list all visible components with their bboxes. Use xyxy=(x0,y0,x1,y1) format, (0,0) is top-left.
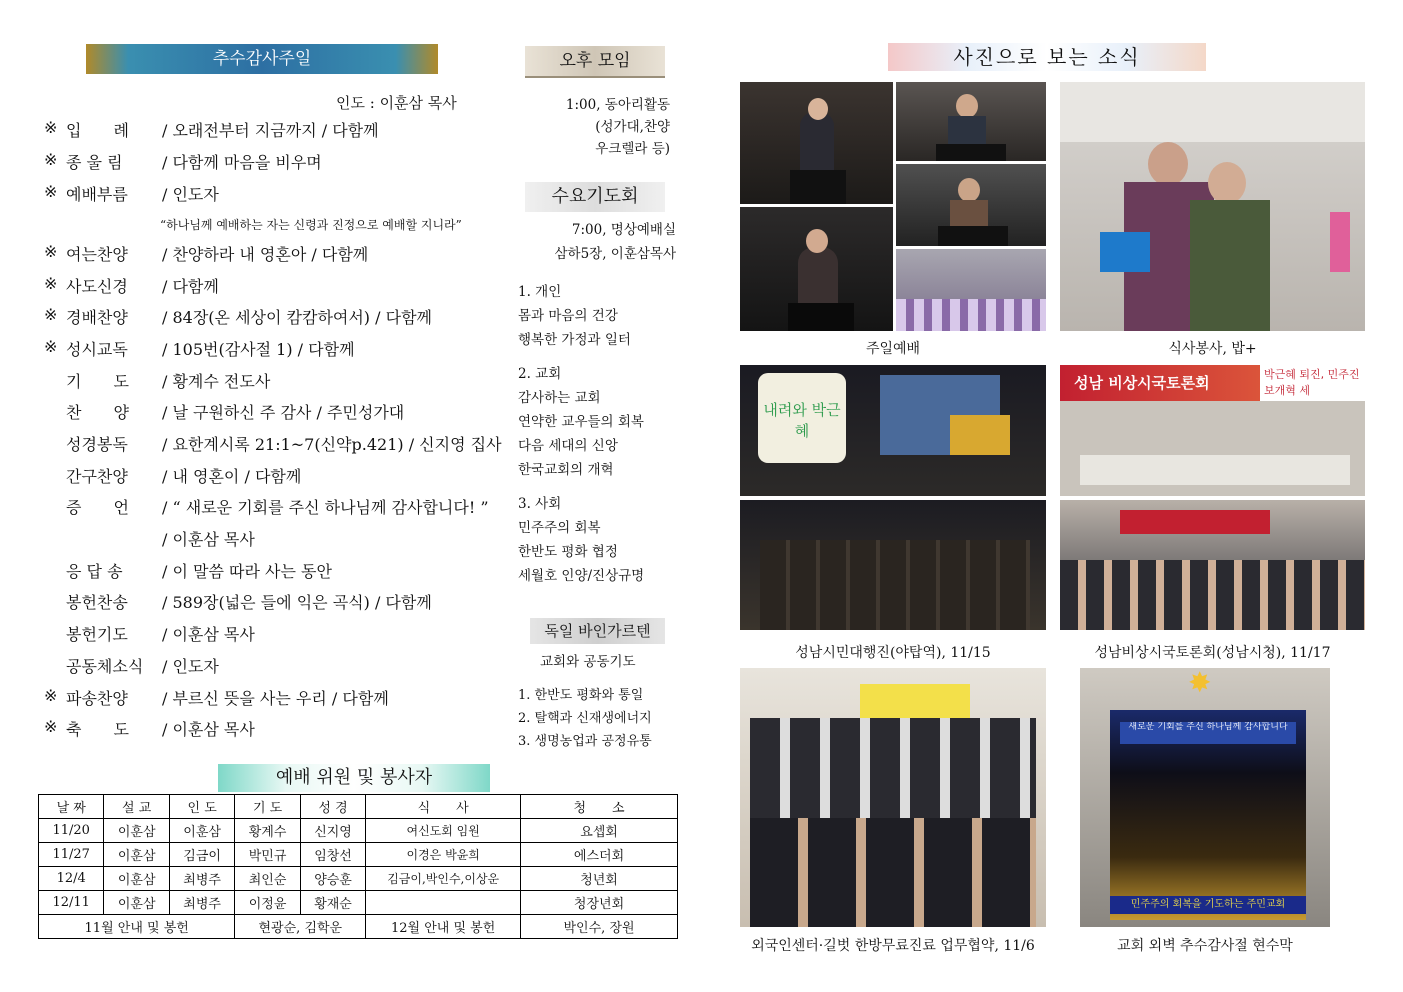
table-cell: 여신도회 임원 xyxy=(366,819,521,843)
table-cell: 12/11 xyxy=(39,891,104,915)
staff-table xyxy=(38,794,678,939)
service-title: 추수감사주일 xyxy=(212,49,312,69)
table-cell: 황재순 xyxy=(300,891,365,915)
table-cell: 청년회 xyxy=(521,867,678,891)
table-row xyxy=(39,843,678,867)
afternoon-title: 오후 모임 xyxy=(559,51,631,71)
forum-photo-2 xyxy=(1060,500,1365,630)
header-cell: 성 경 xyxy=(300,795,365,819)
germany-banner xyxy=(530,618,665,644)
verse-quote: “하나님께 예배하는 자는 신령과 진정으로 예배할 지니라” xyxy=(160,218,462,232)
list-item: 연약한 교우들의 회복 xyxy=(518,414,644,430)
afternoon-info xyxy=(560,94,670,160)
list-item: 한국교회의 개혁 xyxy=(518,462,614,478)
germany-list xyxy=(518,684,652,753)
list-item: 몸과 마음의 건강 xyxy=(518,308,618,324)
photo-banner xyxy=(888,43,1206,71)
afternoon-banner xyxy=(525,46,665,78)
table-cell: 이경은 박윤희 xyxy=(366,843,521,867)
order-name: 찬 양 xyxy=(66,403,129,422)
order-value: / 날 구원하신 주 감사 / 주민성가대 xyxy=(162,403,405,422)
order-value: / 황계수 전도사 xyxy=(162,372,271,391)
forum-sign: 성남 비상시국토론회 xyxy=(1074,374,1210,392)
table-cell: 이훈삼 xyxy=(169,819,234,843)
topic-group xyxy=(518,362,644,482)
list-item: 3. 생명농업과 공정유통 xyxy=(518,734,652,749)
banner-bottom-text: 민주주의 회복을 기도하는 주민교회 xyxy=(1110,896,1306,914)
order-value: / 요한계시록 21:1~7(신약p.421) / 신지영 집사 xyxy=(162,435,502,454)
footer-cell: 현광순, 김학운 xyxy=(235,915,366,939)
header-cell: 인 도 xyxy=(169,795,234,819)
forum-side-sign: 박근혜 퇴진, 민주진보개혁 세 xyxy=(1260,365,1365,401)
afternoon-line: 1:00, 동아리활동 xyxy=(565,97,670,113)
table-header-row xyxy=(39,795,678,819)
table-row xyxy=(39,891,678,915)
prayer-topics xyxy=(518,280,644,598)
caption-sunday: 주일예배 xyxy=(865,341,921,357)
order-value: / 이훈삼 목사 xyxy=(162,625,255,644)
list-item: 2. 탈핵과 신재생에너지 xyxy=(518,711,652,726)
order-name: 예배부름 xyxy=(66,185,128,204)
germany-subtitle: 교회와 공동기도 xyxy=(540,654,636,670)
order-mark: ※ xyxy=(44,150,58,169)
table-cell: 요셉회 xyxy=(521,819,678,843)
header-cell: 날 짜 xyxy=(39,795,104,819)
staff-title: 예배 위원 및 봉사자 xyxy=(275,767,433,788)
topic-heading: 2. 교회 xyxy=(518,366,562,382)
header-cell: 식 사 xyxy=(366,795,521,819)
order-value: / 이 말씀 따라 사는 동안 xyxy=(162,562,332,581)
order-name: 응 답 송 xyxy=(66,562,123,581)
forum-photo-1 xyxy=(1060,365,1365,496)
order-value: / 부르신 뜻을 사는 우리 / 다함께 xyxy=(162,689,389,708)
leader-text: 인도 : 이훈삼 목사 xyxy=(336,94,457,112)
wednesday-line: 7:00, 명상예배실 xyxy=(571,222,676,238)
order-name: 기 도 xyxy=(66,372,129,391)
order-name: 간구찬양 xyxy=(66,467,128,486)
order-name: 파송찬양 xyxy=(66,689,128,708)
title-banner xyxy=(86,44,438,74)
afternoon-line: (성가대,찬양 xyxy=(595,119,670,135)
order-value: / 589장(넓은 들에 익은 곡식) / 다함께 xyxy=(162,593,432,612)
header-cell: 기 도 xyxy=(235,795,300,819)
order-name: 경배찬양 xyxy=(66,308,128,327)
table-cell: 이훈삼 xyxy=(104,891,169,915)
order-value: / 찬양하라 내 영혼아 / 다함께 xyxy=(162,245,369,264)
table-cell: 최병주 xyxy=(169,867,234,891)
footer-cell: 12월 안내 및 봉헌 xyxy=(366,915,521,939)
table-cell: 김금이 xyxy=(169,843,234,867)
table-cell: 이정윤 xyxy=(235,891,300,915)
order-value: / 다함께 xyxy=(162,277,219,296)
table-cell: 신지영 xyxy=(300,819,365,843)
list-item: 1. 한반도 평화와 통일 xyxy=(518,688,644,703)
caption-church-banner: 교회 외벽 추수감사절 현수막 xyxy=(1117,938,1293,954)
caption-mou: 외국인센터·길벗 한방무료진료 업무협약, 11/6 xyxy=(751,938,1035,954)
sunday-photo-4 xyxy=(896,164,1046,246)
wednesday-title: 수요기도회 xyxy=(551,186,639,207)
sunday-photo-2 xyxy=(740,207,893,331)
table-row xyxy=(39,867,678,891)
table-cell: 임창선 xyxy=(300,843,365,867)
order-value: / 내 영혼이 / 다함께 xyxy=(162,467,302,486)
header-cell: 설 교 xyxy=(104,795,169,819)
order-name: 성시교독 xyxy=(66,340,128,359)
order-value: / “ 새로운 기회를 주신 하나님께 감사합니다! ” xyxy=(162,498,489,517)
order-mark: ※ xyxy=(44,305,58,324)
order-value: / 인도자 xyxy=(162,657,219,676)
order-mark: ※ xyxy=(44,717,58,736)
footer-cell: 박인수, 장원 xyxy=(521,915,678,939)
wednesday-line: 삼하5장, 이훈삼목사 xyxy=(554,246,676,262)
wednesday-banner xyxy=(525,182,665,212)
order-value: / 오래전부터 지금까지 / 다함께 xyxy=(162,121,379,140)
topic-heading: 1. 개인 xyxy=(518,284,562,300)
order-name: 성경봉독 xyxy=(66,435,128,454)
table-cell: 12/4 xyxy=(39,867,104,891)
order-value: / 84장(온 세상이 캄캄하여서) / 다함께 xyxy=(162,308,432,327)
order-mark: ※ xyxy=(44,274,58,293)
list-item: 한반도 평화 협정 xyxy=(518,544,618,560)
table-cell xyxy=(366,891,521,915)
order-value: / 다함께 마음을 비우며 xyxy=(162,153,322,172)
order-mark: ※ xyxy=(44,686,58,705)
church-banner-photo xyxy=(1080,668,1330,927)
order-name: 종 울 림 xyxy=(66,153,123,172)
header-cell: 청 소 xyxy=(521,795,678,819)
order-name: 축 도 xyxy=(66,720,129,739)
table-cell: 이훈삼 xyxy=(104,819,169,843)
order-name: 봉헌기도 xyxy=(66,625,128,644)
topic-group xyxy=(518,492,644,588)
order-name: 봉헌찬송 xyxy=(66,593,128,612)
table-cell: 이훈삼 xyxy=(104,843,169,867)
order-value: / 이훈삼 목사 xyxy=(162,530,255,549)
list-item: 다음 세대의 신앙 xyxy=(518,438,618,454)
wednesday-info xyxy=(536,218,676,266)
table-cell: 11/27 xyxy=(39,843,104,867)
table-cell: 황계수 xyxy=(235,819,300,843)
caption-forum: 성남비상시국토론회(성남시청), 11/17 xyxy=(1094,645,1331,661)
list-item: 세월호 인양/진상규명 xyxy=(518,568,645,584)
candle-sign: 내려와 박근혜 xyxy=(758,373,846,463)
table-cell: 김금이,박인수,이상운 xyxy=(366,867,521,891)
order-value: / 이훈삼 목사 xyxy=(162,720,255,739)
topic-heading: 3. 사회 xyxy=(518,496,562,512)
table-cell: 박민규 xyxy=(235,843,300,867)
order-mark: ※ xyxy=(44,337,58,356)
sunday-photo-1 xyxy=(740,82,893,204)
mou-photo xyxy=(740,668,1046,927)
order-name: 사도신경 xyxy=(66,277,128,296)
order-mark: ※ xyxy=(44,242,58,261)
table-footer-row xyxy=(39,915,678,939)
kitchen-photo xyxy=(1060,82,1365,331)
march-photo-1 xyxy=(740,365,1046,496)
order-value: / 105번(감사절 1) / 다함께 xyxy=(162,340,355,359)
order-name: 증 언 xyxy=(66,498,129,517)
table-cell: 최병주 xyxy=(169,891,234,915)
caption-march: 성남시민대행진(야탑역), 11/15 xyxy=(795,645,991,661)
order-mark: ※ xyxy=(44,118,58,137)
table-cell: 11/20 xyxy=(39,819,104,843)
table-cell: 이훈삼 xyxy=(104,867,169,891)
table-cell: 양승훈 xyxy=(300,867,365,891)
list-item: 행복한 가정과 일터 xyxy=(518,332,631,348)
star-icon: ✸ xyxy=(1188,668,1212,699)
order-mark: ※ xyxy=(44,182,58,201)
order-name: 공동체소식 xyxy=(66,657,144,676)
sunday-photo-5 xyxy=(896,249,1046,331)
order-name: 입 례 xyxy=(66,121,129,140)
table-cell: 최인순 xyxy=(235,867,300,891)
order-value: / 인도자 xyxy=(162,185,219,204)
table-cell: 청장년회 xyxy=(521,891,678,915)
table-row xyxy=(39,819,678,843)
photo-title: 사진으로 보는 소식 xyxy=(953,45,1141,69)
banner-top-text: 새로운 기회를 주신 하나님께 감사합니다 xyxy=(1120,722,1296,744)
order-name: 여는찬양 xyxy=(66,245,128,264)
list-item: 감사하는 교회 xyxy=(518,390,601,406)
sunday-photo-3 xyxy=(896,82,1046,161)
table-cell: 에스더회 xyxy=(521,843,678,867)
list-item: 민주주의 회복 xyxy=(518,520,601,536)
afternoon-line: 우크렐라 등) xyxy=(595,141,670,157)
footer-cell: 11월 안내 및 봉헌 xyxy=(39,915,235,939)
topic-group xyxy=(518,280,644,352)
germany-title: 독일 바인가르텐 xyxy=(544,622,651,640)
caption-kitchen: 식사봉사, 밥+ xyxy=(1168,341,1257,357)
march-photo-2 xyxy=(740,500,1046,630)
staff-banner xyxy=(218,764,490,792)
